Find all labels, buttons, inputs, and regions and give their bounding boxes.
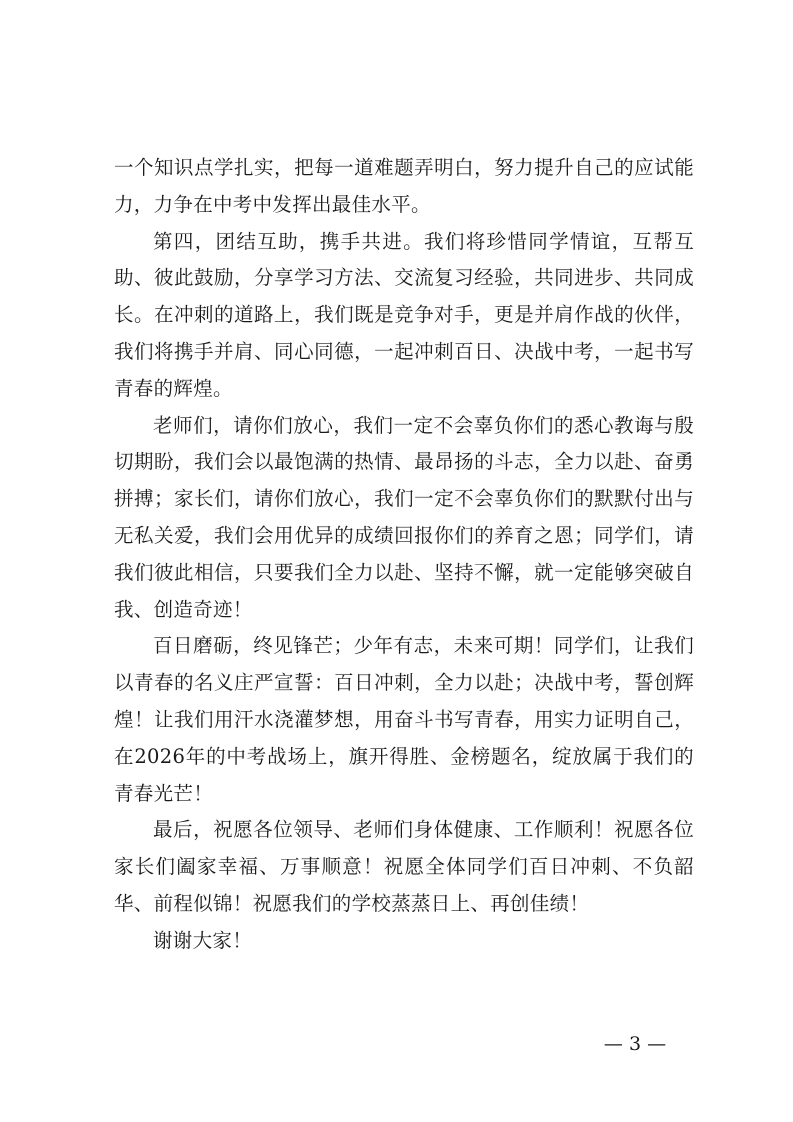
paragraph-oath: 百日磨砺，终见锋芒；少年有志，未来可期！同学们，让我们以青春的名义庄严宣誓：百日冲刺，全力以赴；决战中考，誓创辉煌！让我们用汗水浇灌梦想，用奋斗书写青春，用实力证明自己，在2026年的中考战场上，旗开得胜、金榜题名，绽放属于我们的青春光芒！ [114,634,694,805]
paragraph-pledge: 老师们，请你们放心，我们一定不会辜负你们的悉心教诲与殷切期盼，我们会以最饱满的热情、最昂扬的斗志，全力以赴、奋勇拼搏；家长们，请你们放心，我们一定不会辜负你们的默默付出与无私关爱，我们会用优异的成绩回报你们的养育之恩；同学们，请我们彼此相信，只要我们全力以赴、坚持不懈，就一定能够突破自我、创造奇迹！ [114,413,694,621]
paragraph-blessings: 最后，祝愿各位领导、老师们身体健康、工作顺利！祝愿各位家长们阖家幸福、万事顺意！祝愿全体同学们百日冲刺、不负韶华、前程似锦！祝愿我们的学校蒸蒸日上、再创佳绩！ [114,818,694,915]
paragraph-unity: 第四，团结互助，携手共进。我们将珍惜同学情谊，互帮互助、彼此鼓励，分享学习方法、交流复习经验，共同进步、共同成长。在冲刺的道路上，我们既是竞争对手，更是并肩作战的伙伴，我们将携手并肩、同心同德，一起冲刺百日、决战中考，一起书写青春的辉煌。 [114,229,694,400]
body-text [114,150,694,960]
page-number: — 3 — [603,1033,667,1055]
paragraph-thanks: 谢谢大家！ [153,928,253,952]
paragraph-continuation: 一个知识点学扎实，把每一道难题弄明白，努力提升自己的应试能力，力争在中考中发挥出最佳水平。 [114,156,694,216]
